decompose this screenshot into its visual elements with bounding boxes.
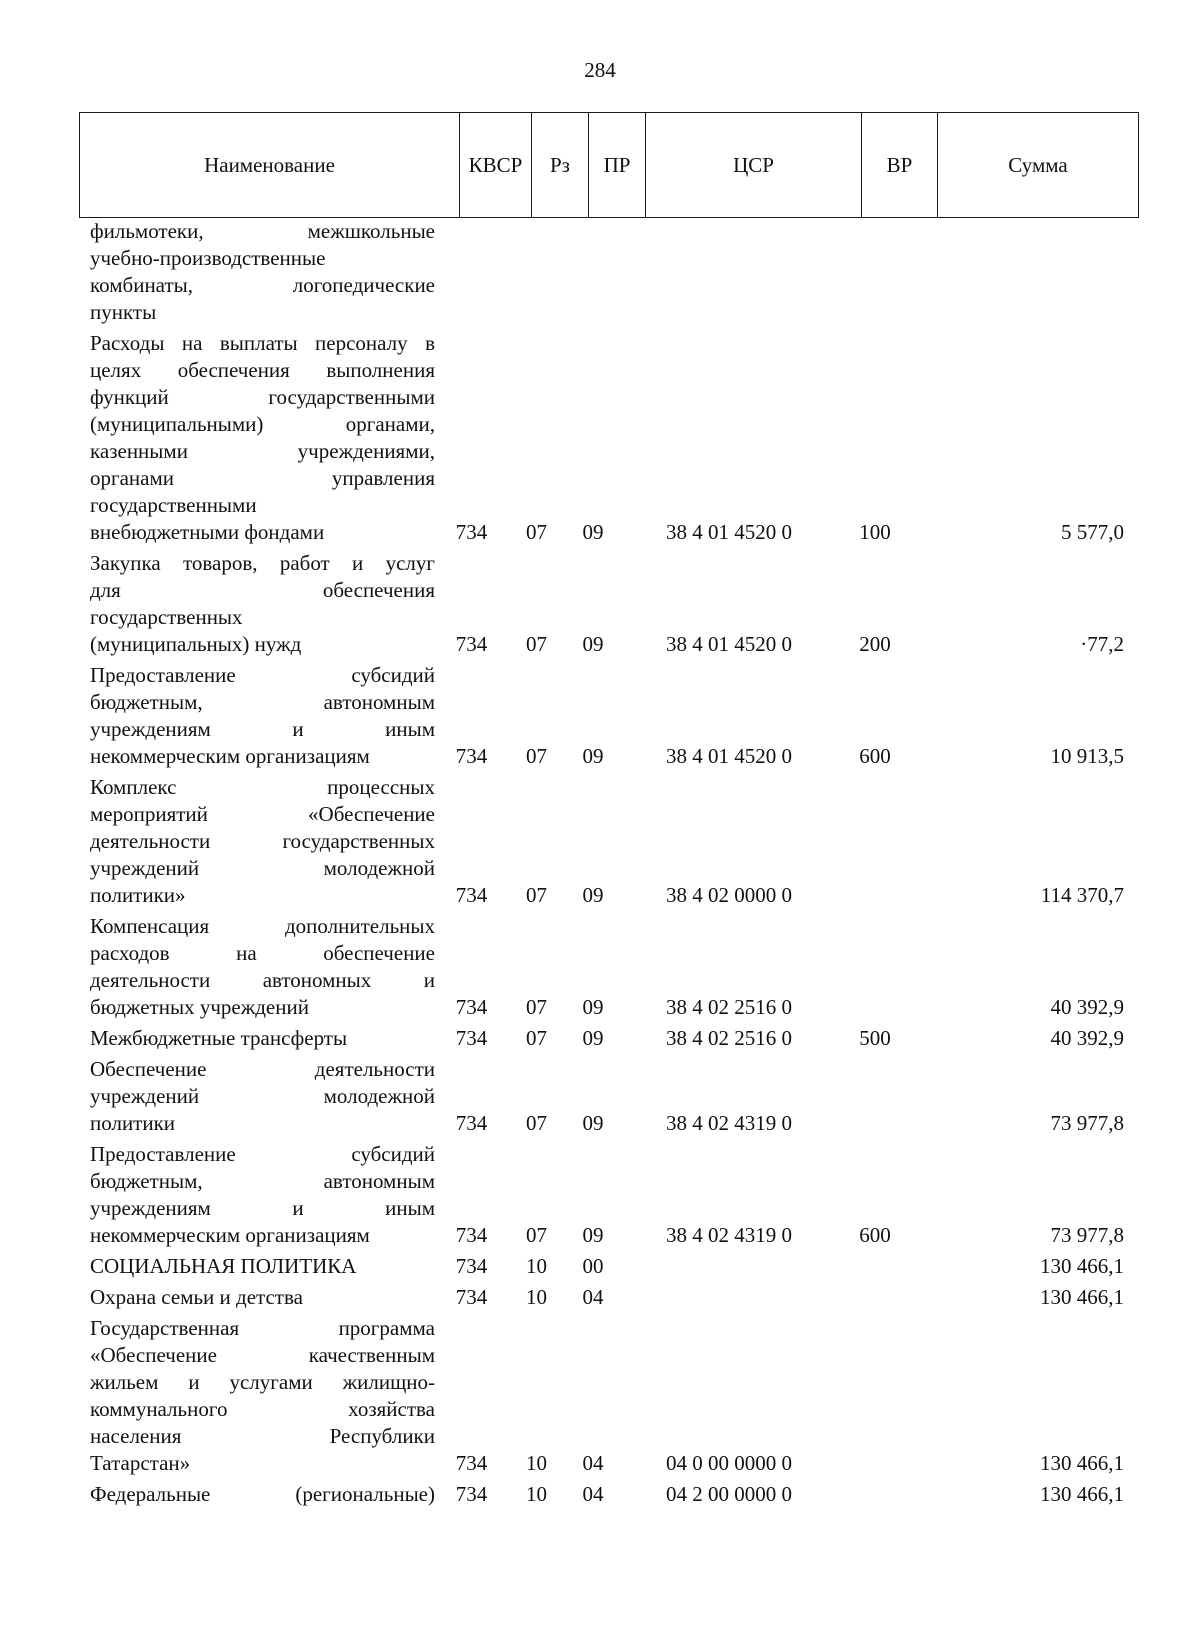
row-name-line: Компенсация дополнительных	[90, 914, 435, 938]
row-kvsr: 734	[455, 520, 488, 544]
row-csr: 38 4 02 4319 0	[666, 1223, 792, 1247]
table-row	[79, 1481, 1138, 1508]
row-vr: 600	[859, 1223, 891, 1247]
row-name-line: внебюджетными фондами	[90, 520, 325, 544]
row-name	[79, 1056, 435, 1137]
row-name-line: политики	[90, 1111, 176, 1135]
table-row	[79, 913, 1138, 1021]
row-rz: 07	[526, 1026, 547, 1050]
row-name	[79, 1284, 435, 1311]
table-row	[79, 550, 1138, 658]
row-csr: 38 4 01 4520 0	[666, 520, 792, 544]
row-name	[79, 1141, 435, 1249]
row-name-line: Обеспечение деятельности	[90, 1057, 435, 1081]
row-pr: 00	[582, 1254, 604, 1278]
row-rz: 07	[526, 1223, 547, 1247]
row-name-line: учреждениям и иным	[90, 717, 435, 741]
row-pr: 09	[582, 1111, 604, 1135]
row-csr: 04 2 00 0000 0	[666, 1482, 792, 1506]
row-name-line: бюджетным, автономным	[90, 1169, 435, 1193]
row-name-line: Закупка товаров, работ и услуг	[90, 551, 435, 575]
row-rz: 07	[526, 520, 547, 544]
row-kvsr: 734	[455, 744, 488, 768]
row-vr: 200	[859, 632, 891, 656]
row-csr: 38 4 01 4520 0	[666, 632, 792, 656]
row-kvsr: 734	[455, 1026, 488, 1050]
row-name	[79, 1253, 435, 1280]
table-row	[79, 662, 1138, 770]
row-sum: 40 392,9	[1050, 995, 1124, 1019]
column-header-kvsr: КВСР	[460, 113, 532, 218]
column-header-pr: ПР	[589, 113, 646, 218]
row-csr: 38 4 02 2516 0	[666, 1026, 792, 1050]
row-rz: 10	[526, 1285, 547, 1309]
row-pr: 09	[582, 520, 604, 544]
table-row	[79, 1315, 1138, 1477]
row-kvsr: 734	[455, 1254, 488, 1278]
row-name-line: Федеральные (региональные)	[90, 1482, 435, 1506]
row-rz: 07	[526, 744, 547, 768]
row-rz: 10	[526, 1254, 547, 1278]
row-name-line: деятельности государственных	[90, 829, 435, 853]
table-row	[79, 774, 1138, 909]
row-name	[79, 330, 435, 546]
row-name	[79, 550, 435, 658]
row-name-line: Предоставление субсидий	[90, 663, 435, 687]
row-name-line: СОЦИАЛЬНАЯ ПОЛИТИКА	[90, 1254, 357, 1278]
row-name-line: (муниципальных) нужд	[90, 632, 302, 656]
row-name	[79, 913, 435, 1021]
row-name-line: деятельности автономных и	[90, 968, 435, 992]
table-row	[79, 330, 1138, 546]
row-name-line: политики»	[90, 883, 186, 907]
table-row	[79, 1056, 1138, 1137]
column-header-sum: Сумма	[938, 113, 1139, 218]
row-rz: 07	[526, 1111, 547, 1135]
table-row	[79, 1253, 1138, 1280]
row-name-line: учреждениям и иным	[90, 1196, 435, 1220]
row-sum: 130 466,1	[1040, 1285, 1124, 1309]
row-pr: 09	[582, 1223, 604, 1247]
row-name-line: Государственная программа	[90, 1316, 435, 1340]
row-name-line: государственных	[90, 605, 243, 629]
row-vr: 600	[859, 744, 891, 768]
row-pr: 04	[582, 1285, 604, 1309]
row-sum: 73 977,8	[1050, 1111, 1124, 1135]
row-rz: 07	[526, 995, 547, 1019]
row-name-line: Расходы на выплаты персоналу в	[90, 331, 435, 355]
row-pr: 04	[582, 1451, 604, 1475]
table-row	[79, 218, 1138, 326]
row-rz: 07	[526, 883, 547, 907]
row-vr: 500	[859, 1026, 891, 1050]
row-kvsr: 734	[455, 1482, 488, 1506]
row-csr: 38 4 02 0000 0	[666, 883, 792, 907]
row-name-line: жильем и услугами жилищно-	[90, 1370, 435, 1394]
row-name-line: пункты	[90, 300, 157, 324]
row-name	[79, 1481, 435, 1508]
row-name	[79, 1315, 435, 1477]
row-sum: 10 913,5	[1050, 744, 1124, 768]
row-kvsr: 734	[455, 1451, 488, 1475]
row-pr: 09	[582, 632, 604, 656]
row-kvsr: 734	[455, 1223, 488, 1247]
row-name-line: фильмотеки, межшкольные	[90, 219, 435, 243]
row-name-line: учреждений молодежной	[90, 856, 435, 880]
row-sum: 130 466,1	[1040, 1254, 1124, 1278]
row-pr: 09	[582, 995, 604, 1019]
row-csr: 38 4 01 4520 0	[666, 744, 792, 768]
row-csr: 38 4 02 4319 0	[666, 1111, 792, 1135]
row-name-line: коммунального хозяйства	[90, 1397, 435, 1421]
row-name-line: комбинаты, логопедические	[90, 273, 435, 297]
table-row	[79, 1025, 1138, 1052]
table-header	[79, 112, 1139, 218]
row-name-line: «Обеспечение качественным	[90, 1343, 435, 1367]
row-name-line: Межбюджетные трансферты	[90, 1026, 348, 1050]
row-name-line: для обеспечения	[90, 578, 435, 602]
row-rz: 07	[526, 632, 547, 656]
row-name-line: Комплекс процессных	[90, 775, 435, 799]
row-kvsr: 734	[455, 1111, 488, 1135]
row-csr: 04 0 00 0000 0	[666, 1451, 792, 1475]
column-header-rz: Рз	[532, 113, 589, 218]
row-name-line: государственными	[90, 493, 257, 517]
row-kvsr: 734	[455, 995, 488, 1019]
row-name-line: учебно-производственные	[90, 246, 326, 270]
row-name-line: населения Республики	[90, 1424, 435, 1448]
row-csr: 38 4 02 2516 0	[666, 995, 792, 1019]
row-sum: 5 577,0	[1061, 520, 1124, 544]
row-pr: 09	[582, 744, 604, 768]
row-sum: 130 466,1	[1040, 1451, 1124, 1475]
row-sum: 114 370,7	[1040, 883, 1124, 907]
row-name	[79, 1025, 435, 1052]
row-name	[79, 774, 435, 909]
row-name-line: мероприятий «Обеспечение	[90, 802, 435, 826]
row-name-line: расходов на обеспечение	[90, 941, 435, 965]
row-name	[79, 662, 435, 770]
row-sum: 40 392,9	[1050, 1026, 1124, 1050]
row-kvsr: 734	[455, 883, 488, 907]
row-name-line: бюджетных учреждений	[90, 995, 309, 1019]
row-name-line: некоммерческим организациям	[90, 1223, 370, 1247]
row-name-line: Татарстан»	[90, 1451, 191, 1475]
row-name-line: органами управления	[90, 466, 435, 490]
row-sum: 73 977,8	[1050, 1223, 1124, 1247]
row-name-line: Охрана семьи и детства	[90, 1285, 303, 1309]
row-vr: 100	[859, 520, 891, 544]
row-name-line: бюджетным, автономным	[90, 690, 435, 714]
column-header-vr: ВР	[862, 113, 938, 218]
row-sum: 130 466,1	[1040, 1482, 1124, 1506]
column-header-name: Наименование	[80, 113, 460, 218]
row-rz: 10	[526, 1451, 547, 1475]
table-body	[79, 218, 1138, 1512]
row-sum: ·77,2	[1080, 632, 1124, 656]
row-kvsr: 734	[455, 1285, 488, 1309]
row-name	[79, 218, 435, 326]
row-name-line: (муниципальными) органами,	[90, 412, 435, 436]
row-name-line: казенными учреждениями,	[90, 439, 435, 463]
table-row	[79, 1284, 1138, 1311]
row-kvsr: 734	[455, 632, 488, 656]
row-name-line: некоммерческим организациям	[90, 744, 370, 768]
row-pr: 09	[582, 1026, 604, 1050]
column-header-csr: ЦСР	[646, 113, 862, 218]
page-number: 284	[584, 58, 616, 82]
row-name-line: Предоставление субсидий	[90, 1142, 435, 1166]
row-name-line: функций государственными	[90, 385, 435, 409]
row-rz: 10	[526, 1482, 547, 1506]
table-row	[79, 1141, 1138, 1249]
row-name-line: учреждений молодежной	[90, 1084, 435, 1108]
row-pr: 09	[582, 883, 604, 907]
row-pr: 04	[582, 1482, 604, 1506]
row-name-line: целях обеспечения выполнения	[90, 358, 435, 382]
